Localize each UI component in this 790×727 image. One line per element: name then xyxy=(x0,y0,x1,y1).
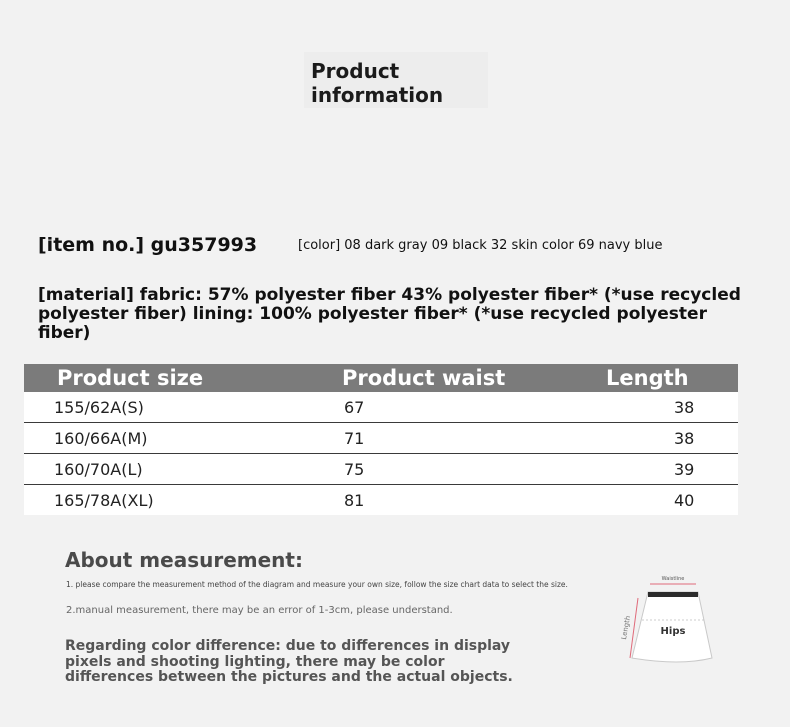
cell-waist: 81 xyxy=(344,490,365,510)
cell-length: 38 xyxy=(582,423,738,454)
cell-size: 155/62A(S) xyxy=(24,392,309,423)
color-options: [color] 08 dark gray 09 black 32 skin color 69 navy blue xyxy=(298,238,663,253)
table-header-row xyxy=(24,364,738,392)
cell-size: 165/78A(XL) xyxy=(54,490,154,510)
table-row xyxy=(24,485,738,516)
waistband xyxy=(648,592,698,597)
header-product-waist: Product waist xyxy=(309,364,582,392)
length-label: Length xyxy=(619,615,633,641)
cell-length: 39 xyxy=(582,454,738,485)
cell-size: 160/70A(L) xyxy=(24,454,309,485)
cell-length: 38 xyxy=(582,392,738,423)
header-length: Length xyxy=(582,364,738,392)
measurement-title: About measurement: xyxy=(65,548,303,572)
table-row xyxy=(24,423,738,454)
color-difference-note: Regarding color difference: due to differences in display pixels and shooting lighting, there may be color differences between the pictures and the actual objects. xyxy=(65,638,513,685)
cell-waist: 67 xyxy=(309,392,582,423)
material-description: [material] fabric: 57% polyester fiber 43% polyester fiber* (*use recycled polyester fiber) lining: 100% polyester fiber* (*use recycled polyester fiber) xyxy=(38,285,741,343)
waistline-label: Waistline xyxy=(661,576,685,582)
page-title: Product information xyxy=(311,59,444,107)
cell-size: 160/66A(M) xyxy=(24,423,309,454)
table-row xyxy=(24,454,738,485)
cell-length: 40 xyxy=(674,490,695,510)
skirt-measurement-diagram xyxy=(608,570,718,665)
hips-label: Hips xyxy=(660,626,686,637)
measurement-note-1: 1. please compare the measurement method of the diagram and measure your own size, follow the size chart data to select the size. xyxy=(66,580,568,589)
item-number: [item no.] gu357993 xyxy=(38,234,258,256)
skirt-diagram-svg xyxy=(608,570,718,665)
measurement-note-2: 2.manual measurement, there may be an error of 1-3cm, please understand. xyxy=(66,605,453,616)
table-row xyxy=(24,392,738,423)
header-product-size: Product size xyxy=(24,364,309,392)
size-chart-table xyxy=(24,364,738,515)
cell-waist: 71 xyxy=(309,423,582,454)
cell-waist: 75 xyxy=(309,454,582,485)
